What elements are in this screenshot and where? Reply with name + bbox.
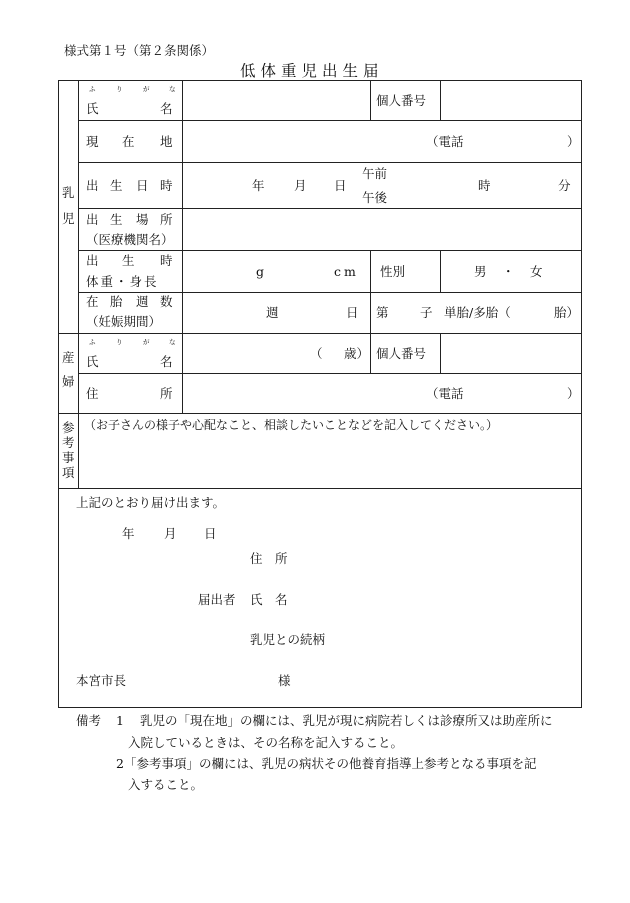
female-option[interactable]: 女	[530, 264, 543, 279]
declaration-date-field[interactable]	[96, 522, 226, 544]
infant-personal-number-field[interactable]	[442, 82, 580, 118]
notifier-name-label: 氏 名	[250, 592, 288, 607]
mother-personal-number-label: 個人番号	[376, 346, 427, 361]
mother-name-label: 氏	[86, 354, 99, 369]
mother-label-2: 婦	[62, 374, 75, 389]
relation-field[interactable]	[340, 628, 570, 650]
am-option[interactable]: 午前	[362, 166, 388, 181]
declaration-statement: 上記のとおり届け出ます。	[76, 495, 226, 510]
notes-label-4: 項	[62, 465, 75, 480]
notifier-name-field[interactable]	[300, 588, 570, 610]
weight-height-field[interactable]	[184, 252, 368, 290]
form-title: 低体重児出生届	[240, 62, 384, 80]
infant-phone-field[interactable]	[466, 122, 566, 160]
notes-label-2: 考	[62, 435, 75, 450]
gestation-field[interactable]	[184, 294, 368, 331]
gestation-label: 在	[86, 294, 99, 309]
birth-place-label: 出	[86, 212, 99, 227]
male-option[interactable]: 男	[474, 264, 487, 279]
mother-label-1: 産	[62, 350, 75, 365]
form-number: 様式第１号（第２条関係）	[64, 43, 215, 58]
notifier-label: 届出者	[198, 592, 236, 607]
birth-datetime-label: 出	[86, 178, 99, 193]
mother-name-field[interactable]	[184, 335, 368, 371]
infant-personal-number-label: 個人番号	[376, 93, 427, 108]
sex-label: 性別	[380, 264, 406, 279]
single-multi-label: 単胎/多胎（	[444, 305, 511, 320]
infant-label-1: 乳	[62, 185, 75, 200]
relation-label: 乳児との続柄	[250, 632, 326, 647]
infant-label-2: 児	[62, 211, 75, 226]
birth-place-field[interactable]	[184, 210, 580, 248]
remarks-label: 備考	[76, 713, 102, 728]
notes-hint: （お子さんの様子や心配なこと、相談したいことなどを記入してください。）	[84, 418, 499, 432]
current-address-label: 現	[86, 134, 99, 149]
infant-name-label: 氏	[86, 101, 99, 116]
mother-address-field[interactable]	[184, 375, 424, 411]
mother-address-label: 住	[86, 386, 99, 401]
notifier-address-label: 住 所	[250, 551, 288, 566]
infant-name-field[interactable]	[184, 82, 368, 118]
pm-option[interactable]: 午後	[362, 190, 388, 205]
mother-age-label: 歳）	[344, 346, 370, 361]
notes-label-3: 事	[62, 450, 75, 465]
remark-2: 「参考事項」の欄には、乳児の病状その他養育指導上参考となる事項を記	[124, 756, 537, 771]
notes-field[interactable]	[80, 436, 580, 486]
addressee: 本宮市長	[76, 673, 127, 688]
current-address-field[interactable]	[184, 122, 424, 160]
notifier-address-field[interactable]	[300, 547, 570, 569]
mother-phone-field[interactable]	[466, 375, 566, 411]
mother-personal-number-field[interactable]	[442, 335, 580, 371]
notes-label-1: 参	[62, 420, 75, 435]
remark-1: 乳児の「現在地」の欄には、乳児が現に病院若しくは診療所又は助産所に	[140, 713, 553, 728]
weight-height-label: 体重・身長	[86, 274, 159, 289]
